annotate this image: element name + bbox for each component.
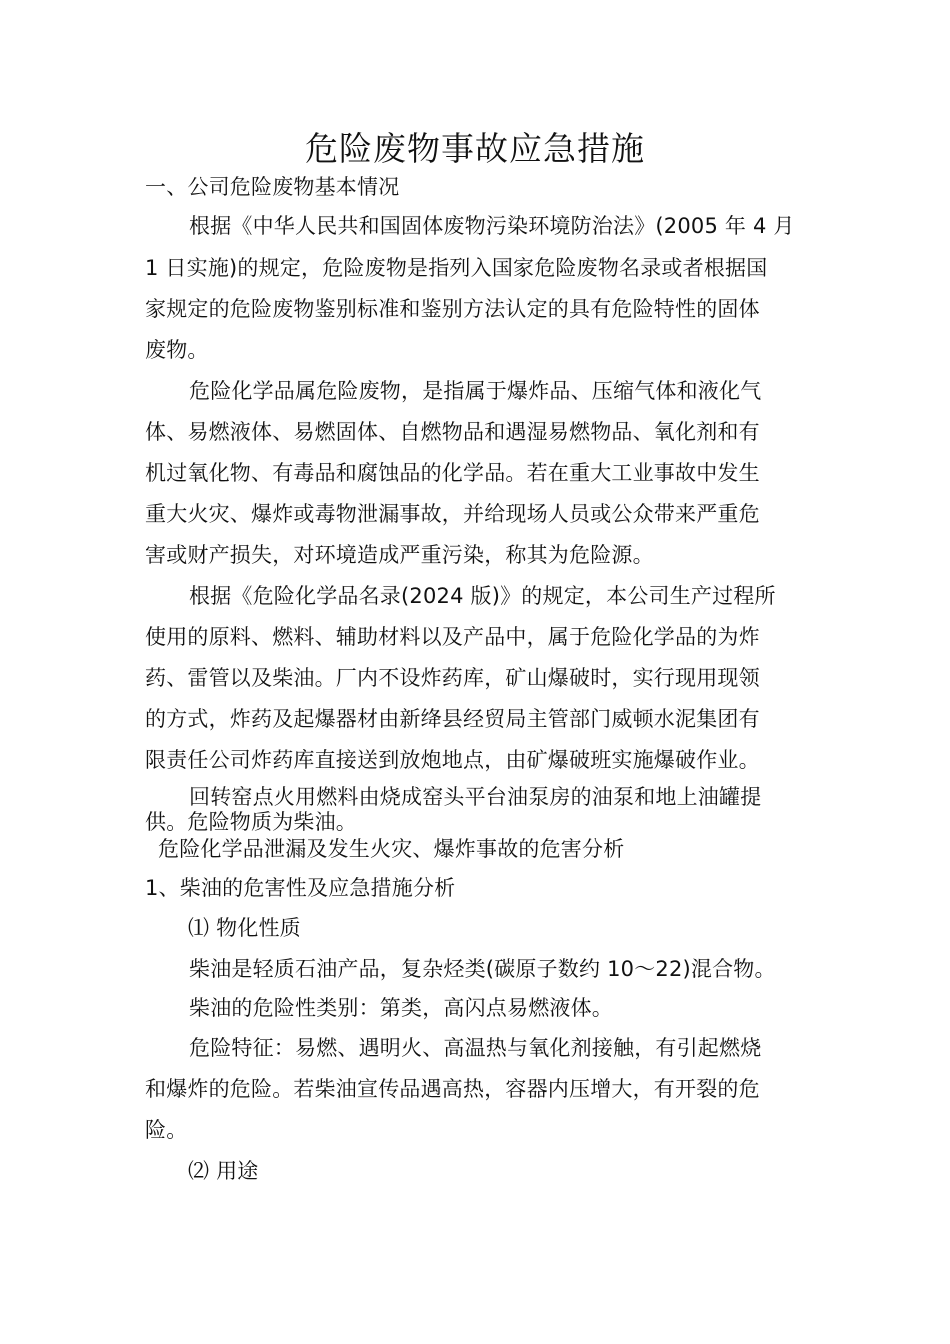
paragraph-line: 药、雷管以及柴油。厂内不设炸药库，矿山爆破时，实行现用现领: [145, 666, 760, 690]
document-title: 危险废物事故应急措施: [305, 129, 645, 168]
paragraph-line: 危险特征：易燃、遇明火、高温热与氧化剂接触，有引起燃烧: [189, 1036, 762, 1060]
item-heading: ⑵ 用途: [188, 1159, 259, 1183]
paragraph-line: 1 日实施)的规定，危险废物是指列入国家危险废物名录或者根据国: [145, 256, 768, 280]
paragraph-line: 根据《危险化学品名录(2024 版)》的规定，本公司生产过程所: [189, 584, 776, 608]
paragraph-line: 重大火灾、爆炸或毒物泄漏事故，并给现场人员或公众带来严重危: [145, 502, 760, 526]
paragraph-line: 危险化学品属危险废物，是指属于爆炸品、压缩气体和液化气: [189, 379, 762, 403]
paragraph-line: 险。: [145, 1118, 188, 1142]
paragraph-line: 害或财产损失，对环境造成严重污染，称其为危险源。: [145, 543, 654, 567]
paragraph-line: 柴油是轻质石油产品，复杂烃类(碳原子数约 10～22)混合物。: [189, 957, 776, 981]
paragraph-line: 使用的原料、燃料、辅助材料以及产品中，属于危险化学品的为炸: [145, 625, 760, 649]
paragraph-line: 家规定的危险废物鉴别标准和鉴别方法认定的具有危险特性的固体: [145, 297, 760, 321]
paragraph-line: 和爆炸的危险。若柴油宣传品遇高热，容器内压增大，有开裂的危: [145, 1077, 760, 1101]
section-heading: 一、公司危险废物基本情况: [145, 175, 400, 199]
paragraph-line: 回转窑点火用燃料由烧成窑头平台油泵房的油泵和地上油罐提: [189, 785, 762, 809]
paragraph-line: 根据《中华人民共和国固体废物污染环境防治法》(2005 年 4 月: [189, 214, 795, 238]
paragraph-line: 限责任公司炸药库直接送到放炮地点，由矿爆破班实施爆破作业。: [145, 748, 760, 772]
paragraph-line: 废物。: [145, 338, 209, 362]
paragraph-line: 柴油的危险性类别：第类，高闪点易燃液体。: [189, 996, 613, 1020]
paragraph-line: 的方式，炸药及起爆器材由新绛县经贸局主管部门威顿水泥集团有: [145, 707, 760, 731]
subsection-heading: 1、柴油的危害性及应急措施分析: [145, 876, 456, 900]
section-heading: 危险化学品泄漏及发生火灾、爆炸事故的危害分析: [158, 837, 625, 861]
paragraph-line: 体、易燃液体、易燃固体、自燃物品和遇湿易燃物品、氧化剂和有: [145, 420, 760, 444]
paragraph-line: 供。危险物质为柴油。: [145, 810, 357, 834]
item-heading: ⑴ 物化性质: [188, 916, 301, 940]
paragraph-line: 机过氧化物、有毒品和腐蚀品的化学品。若在重大工业事故中发生: [145, 461, 760, 485]
